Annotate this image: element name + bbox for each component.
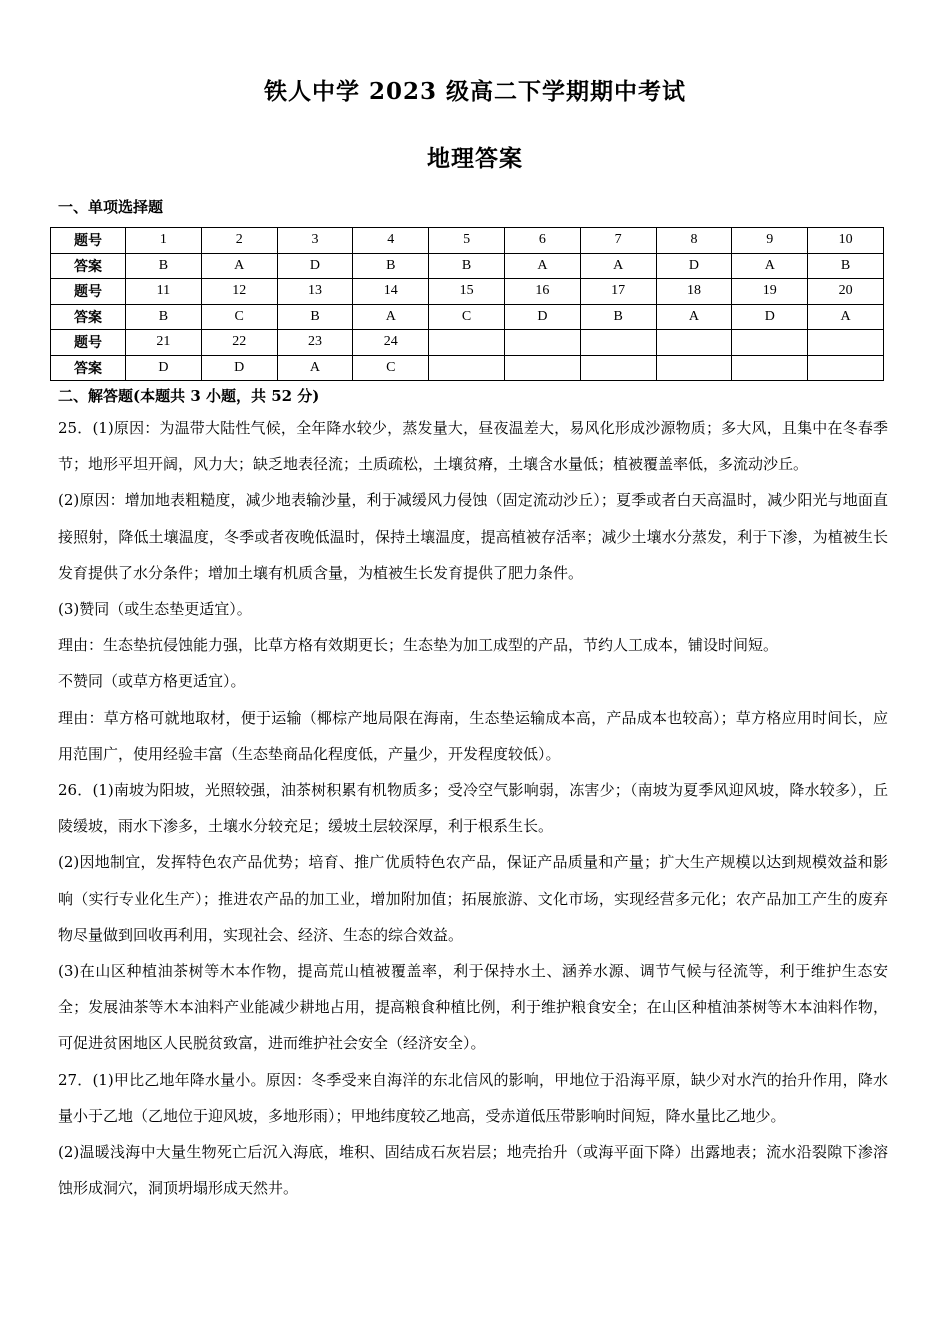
table-cell [808, 330, 884, 356]
answer-paragraph: (3)赞同（或生态垫更适宜）。 [58, 600, 252, 619]
table-row-answer-1 [51, 253, 884, 279]
table-cell [656, 355, 732, 381]
table-cell: B [808, 253, 884, 279]
answer-paragraph: (3)在山区种植油茶树等木本作物，提高荒山植被覆盖率，利于保持水土、涵养水源、调节气候与径流等，利于维护生态安全；发展油茶等木本油料产业能减少耕地占用，提高粮食种植比例，利于维护粮食安全；在山区种植油茶树等木本油料作物，可促进贫困地区人民脱贫致富，进而维护社会安全（经济安全）。 [58, 962, 888, 1053]
section-heading-answers: 二、解答题(本题共 3 小题，共 52 分) [58, 387, 320, 405]
table-cell: C [353, 355, 429, 381]
answer-body [58, 410, 888, 1206]
row-label-answer: 答案 [51, 355, 126, 381]
table-cell: 5 [429, 228, 505, 254]
table-cell: 12 [201, 279, 277, 305]
table-cell: D [656, 253, 732, 279]
table-cell: B [580, 304, 656, 330]
table-cell: D [504, 304, 580, 330]
row-label-question: 题号 [51, 279, 126, 305]
table-cell: 8 [656, 228, 732, 254]
table-cell: 16 [504, 279, 580, 305]
table-row-question-3 [51, 330, 884, 356]
table-cell: 3 [277, 228, 353, 254]
table-cell: 11 [126, 279, 202, 305]
answer-paragraph: (2)原因：增加地表粗糙度，减少地表输沙量，利于减缓风力侵蚀（固定流动沙丘）；夏季或者白天高温时，减少阳光与地面直接照射，降低土壤温度，冬季或者夜晚低温时，保持土壤温度，提高植被存活率；减少土壤水分蒸发，利于下渗，为植被生长发育提供了水分条件；增加土壤有机质含量，为植被生长发育提供了肥力条件。 [58, 491, 888, 582]
answer-paragraph: (2)因地制宜，发挥特色农产品优势；培育、推广优质特色农产品，保证产品质量和产量；扩大生产规模以达到规模效益和影响（实行专业化生产）；推进农产品的加工业，增加附加值；拓展旅游、文化市场，实现经营多元化；农产品加工产生的废弃物尽量做到回收再利用，实现社会、经济、生态的综合效益。 [58, 853, 888, 944]
answer-paragraph: 不赞同（或草方格更适宜）。 [58, 672, 246, 691]
table-cell: 13 [277, 279, 353, 305]
table-cell [504, 330, 580, 356]
table-cell [808, 355, 884, 381]
table-cell: D [277, 253, 353, 279]
page-subtitle: 地理答案 [427, 145, 523, 172]
table-cell: 22 [201, 330, 277, 356]
table-cell: C [429, 304, 505, 330]
table-cell: 24 [353, 330, 429, 356]
table-cell: 4 [353, 228, 429, 254]
table-cell: A [732, 253, 808, 279]
table-cell [504, 355, 580, 381]
answer-paragraph: 25．(1)原因：为温带大陆性气候，全年降水较少，蒸发量大，昼夜温差大，易风化形成沙源物质；多大风，且集中在冬春季节；地形平坦开阔，风力大；缺乏地表径流；土质疏松，土壤贫瘠，土壤含水量低；植被覆盖率低，多流动沙丘。 [58, 419, 888, 474]
table-cell: 17 [580, 279, 656, 305]
table-cell: A [808, 304, 884, 330]
row-label-answer: 答案 [51, 253, 126, 279]
answer-paragraph: (2)温暖浅海中大量生物死亡后沉入海底，堆积、固结成石灰岩层；地壳抬升（或海平面下降）出露地表；流水沿裂隙下渗溶蚀形成洞穴，洞顶坍塌形成天然井。 [58, 1143, 888, 1198]
row-label-question: 题号 [51, 228, 126, 254]
answer-table [50, 227, 884, 381]
table-cell: 7 [580, 228, 656, 254]
table-cell: B [353, 253, 429, 279]
table-cell: 19 [732, 279, 808, 305]
table-cell: 23 [277, 330, 353, 356]
table-cell: 14 [353, 279, 429, 305]
table-row-answer-3 [51, 355, 884, 381]
table-cell: B [277, 304, 353, 330]
table-cell [732, 355, 808, 381]
table-cell: A [580, 253, 656, 279]
table-row-question-1 [51, 228, 884, 254]
page-title: 铁人中学 2023 级高二下学期期中考试 [263, 78, 687, 105]
table-cell: 20 [808, 279, 884, 305]
table-cell [580, 355, 656, 381]
table-cell: C [201, 304, 277, 330]
answer-paragraph: 27．(1)甲比乙地年降水量小。原因：冬季受来自海洋的东北信风的影响，甲地位于沿海平原，缺少对水汽的抬升作用，降水量小于乙地（乙地位于迎风坡，多地形雨）；甲地纬度较乙地高，受赤道低压带影响时间短，降水量比乙地少。 [58, 1070, 888, 1125]
table-cell: 1 [126, 228, 202, 254]
table-cell: A [353, 304, 429, 330]
table-cell [429, 355, 505, 381]
table-cell: 2 [201, 228, 277, 254]
table-row-answer-2 [51, 304, 884, 330]
table-cell: 21 [126, 330, 202, 356]
table-cell: B [126, 253, 202, 279]
table-cell: A [504, 253, 580, 279]
table-cell: 10 [808, 228, 884, 254]
table-cell [580, 330, 656, 356]
table-cell: 9 [732, 228, 808, 254]
table-cell [732, 330, 808, 356]
table-cell: B [429, 253, 505, 279]
answer-paragraph: 理由：生态垫抗侵蚀能力强，比草方格有效期更长；生态垫为加工成型的产品，节约人工成本，铺设时间短。 [58, 636, 779, 655]
table-cell: 18 [656, 279, 732, 305]
answer-paragraph: 理由：草方格可就地取材，便于运输（椰棕产地局限在海南，生态垫运输成本高，产品成本也较高）；草方格应用时间长，应用范围广，使用经验丰富（生态垫商品化程度低，产量少，开发程度较低）。 [58, 708, 888, 763]
table-cell: 6 [504, 228, 580, 254]
section-heading-choice: 一、单项选择题 [58, 198, 164, 216]
table-cell [429, 330, 505, 356]
table-cell: A [656, 304, 732, 330]
table-cell [656, 330, 732, 356]
table-cell: 15 [429, 279, 505, 305]
table-cell: A [201, 253, 277, 279]
table-cell: D [201, 355, 277, 381]
row-label-question: 题号 [51, 330, 126, 356]
table-cell: D [126, 355, 202, 381]
answer-paragraph: 26．(1)南坡为阳坡，光照较强，油茶树积累有机物质多；受冷空气影响弱，冻害少；（南坡为夏季风迎风坡，降水较多），丘陵缓坡，雨水下渗多，土壤水分较充足；缓坡土层较深厚，利于根系生长。 [58, 781, 888, 836]
table-cell: A [277, 355, 353, 381]
row-label-answer: 答案 [51, 304, 126, 330]
table-row-question-2 [51, 279, 884, 305]
table-cell: B [126, 304, 202, 330]
table-cell: D [732, 304, 808, 330]
